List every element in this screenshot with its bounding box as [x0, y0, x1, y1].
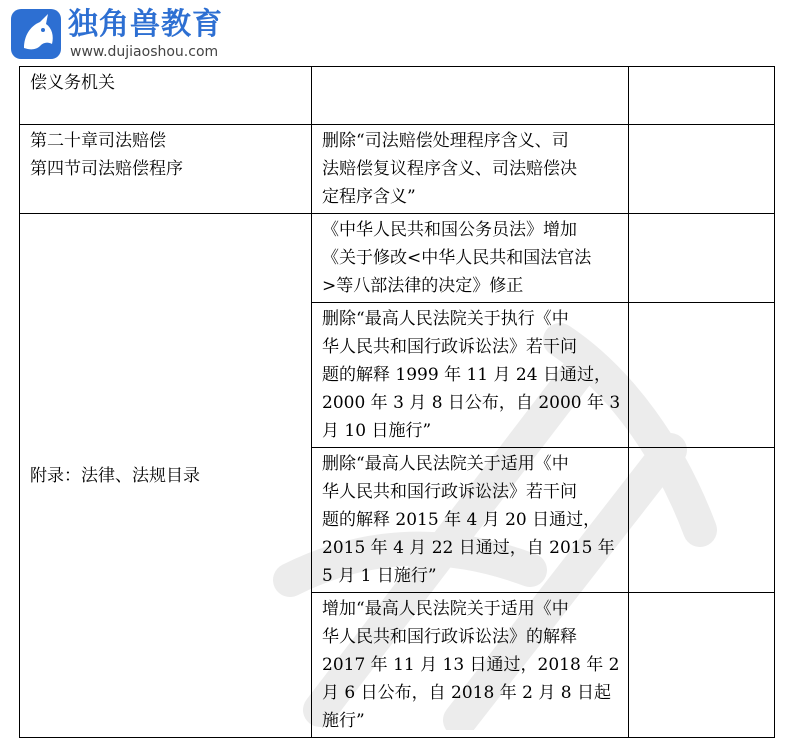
cell-text-line: >等八部法律的决定》修正 [322, 276, 524, 296]
note-cell [629, 67, 775, 125]
table-row [20, 214, 775, 303]
cell-text-line: 第四节司法赔偿程序 [30, 159, 183, 179]
cell-text-line: 月 10 日施行” [322, 421, 432, 441]
cell-text-line: 增加“最高人民法院关于适用《中 [322, 599, 569, 619]
logo [10, 6, 230, 64]
change-cell [312, 67, 629, 125]
cell-text-line: 删除“最高人民法院关于执行《中 [322, 309, 569, 329]
appendix-entry-cell [312, 593, 629, 738]
note-cell [629, 214, 775, 303]
cell-text-line: 5 月 1 日施行” [322, 566, 437, 586]
document-table [19, 66, 775, 738]
cell-text-line: 华人民共和国行政诉讼法》若干问 [322, 482, 577, 502]
cell-text-line: 《关于修改<中华人民共和国法官法 [322, 248, 592, 268]
cell-text-line: 定程序含义” [322, 187, 416, 207]
note-cell [629, 593, 775, 738]
note-cell [629, 125, 775, 214]
cell-text-line: 法赔偿复议程序含义、司法赔偿决 [322, 159, 577, 179]
cell-text-line: 删除“司法赔偿处理程序含义、司 [322, 131, 569, 151]
table-row [20, 125, 775, 214]
cell-text-line: 题的解释 1999 年 11 月 24 日通过， [322, 365, 611, 385]
section-cell [20, 67, 312, 125]
cell-text-line: 2017 年 11 月 13 日通过，2018 年 2 [322, 655, 620, 675]
cell-text-line: 《中华人民共和国公务员法》增加 [322, 220, 577, 240]
change-cell [312, 125, 629, 214]
cell-text-line: 2015 年 4 月 22 日通过，自 2015 年 [322, 538, 615, 558]
cell-text-line: 第二十章司法赔偿 [30, 131, 166, 151]
table-row [20, 67, 775, 125]
cell-text-line: 2000 年 3 月 8 日公布，自 2000 年 3 [322, 393, 621, 413]
logo-url: www.dujiaoshou.com [70, 44, 219, 60]
cell-text-line: 月 6 日公布，自 2018 年 2 月 8 日起 [322, 683, 611, 703]
cell-text-line: 施行” [322, 711, 365, 731]
appendix-label-cell [20, 214, 312, 738]
appendix-entry-cell [312, 448, 629, 593]
unicorn-logo-icon [10, 8, 62, 60]
cell-text-line: 华人民共和国行政诉讼法》若干问 [322, 337, 577, 357]
note-cell [629, 448, 775, 593]
cell-text-line: 偿义务机关 [30, 73, 115, 93]
logo-name: 独角兽教育 [68, 7, 223, 42]
appendix-entry-cell [312, 214, 629, 303]
cell-text-line: 题的解释 2015 年 4 月 20 日通过， [322, 510, 601, 530]
cell-text-line: 删除“最高人民法院关于适用《中 [322, 454, 569, 474]
cell-text-line: 华人民共和国行政诉讼法》的解释 [322, 627, 577, 647]
note-cell [629, 303, 775, 448]
appendix-label: 附录：法律、法规目录 [30, 465, 200, 486]
appendix-entry-cell [312, 303, 629, 448]
section-cell [20, 125, 312, 214]
